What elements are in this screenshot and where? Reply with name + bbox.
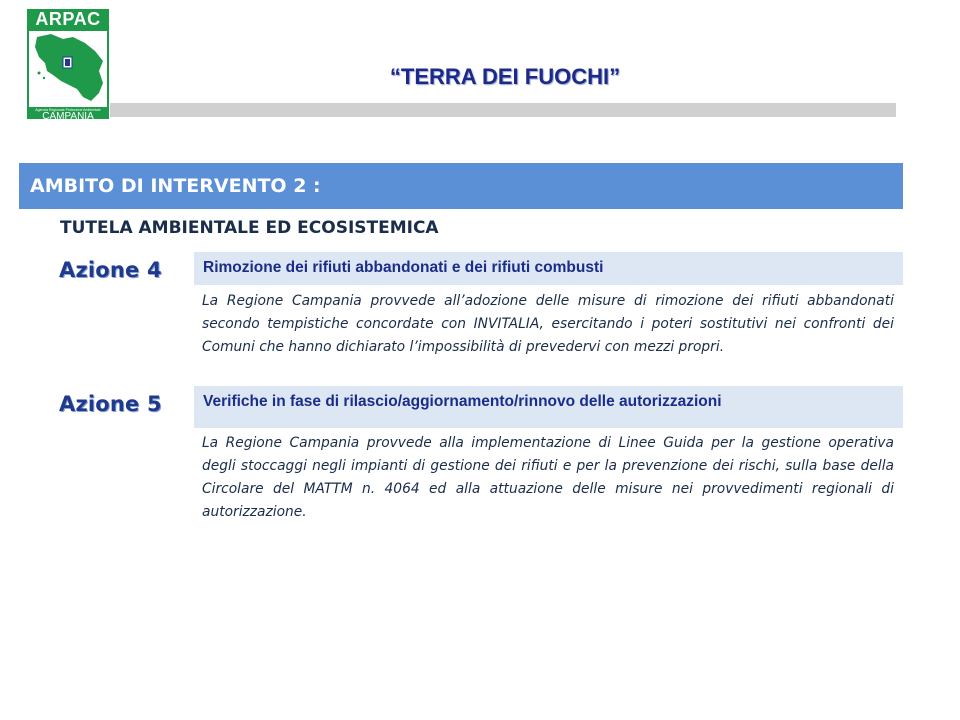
page-title: “TERRA DEI FUOCHI” [389,64,621,89]
azione-4-text: La Regione Campania provvede all’adozione delle misure di rimozione dei rifiuti abbandonati secondo tempistiche concordate con INVITALIA, esercitando i poteri sostitutivi nei confronti dei Comuni che hanno dichiarato l’impossibilità di prevedervi con mezzi propri. [202,293,894,355]
section-subtitle: TUTELA AMBIENTALE ED ECOSISTEMICA [60,218,439,238]
logo-bottom-text: CAMPANIA [42,111,94,122]
logo-agency-text: Agenzia Regionale Protezione Ambientale [35,108,101,112]
title-divider [110,103,896,117]
azione-4-heading: Rimozione dei rifiuti abbandonati e dei rifiuti combusti [194,252,903,285]
azione-4-label: Azione 4 [59,258,162,282]
section-header: AMBITO DI INTERVENTO 2 : [19,163,903,209]
azione-5-text: La Regione Campania provvede alla implementazione di Linee Guida per la gestione operativa degli stoccaggi negli impianti di gestione dei rifiuti e per la prevenzione dei rischi, sulla base della Circolare del MATTM n. 4064 ed alla attuazione delle misure nei provvedimenti regionali di autorizzazione. [202,435,894,520]
campania-map-shape [29,31,107,107]
arpac-logo [27,9,109,122]
azione-5-heading: Verifiche in fase di rilascio/aggiornamento/rinnovo delle autorizzazioni [194,386,903,428]
logo-top-text: ARPAC [35,9,101,29]
azione-5-label: Azione 5 [59,392,162,416]
campania-map-icon [29,31,107,107]
